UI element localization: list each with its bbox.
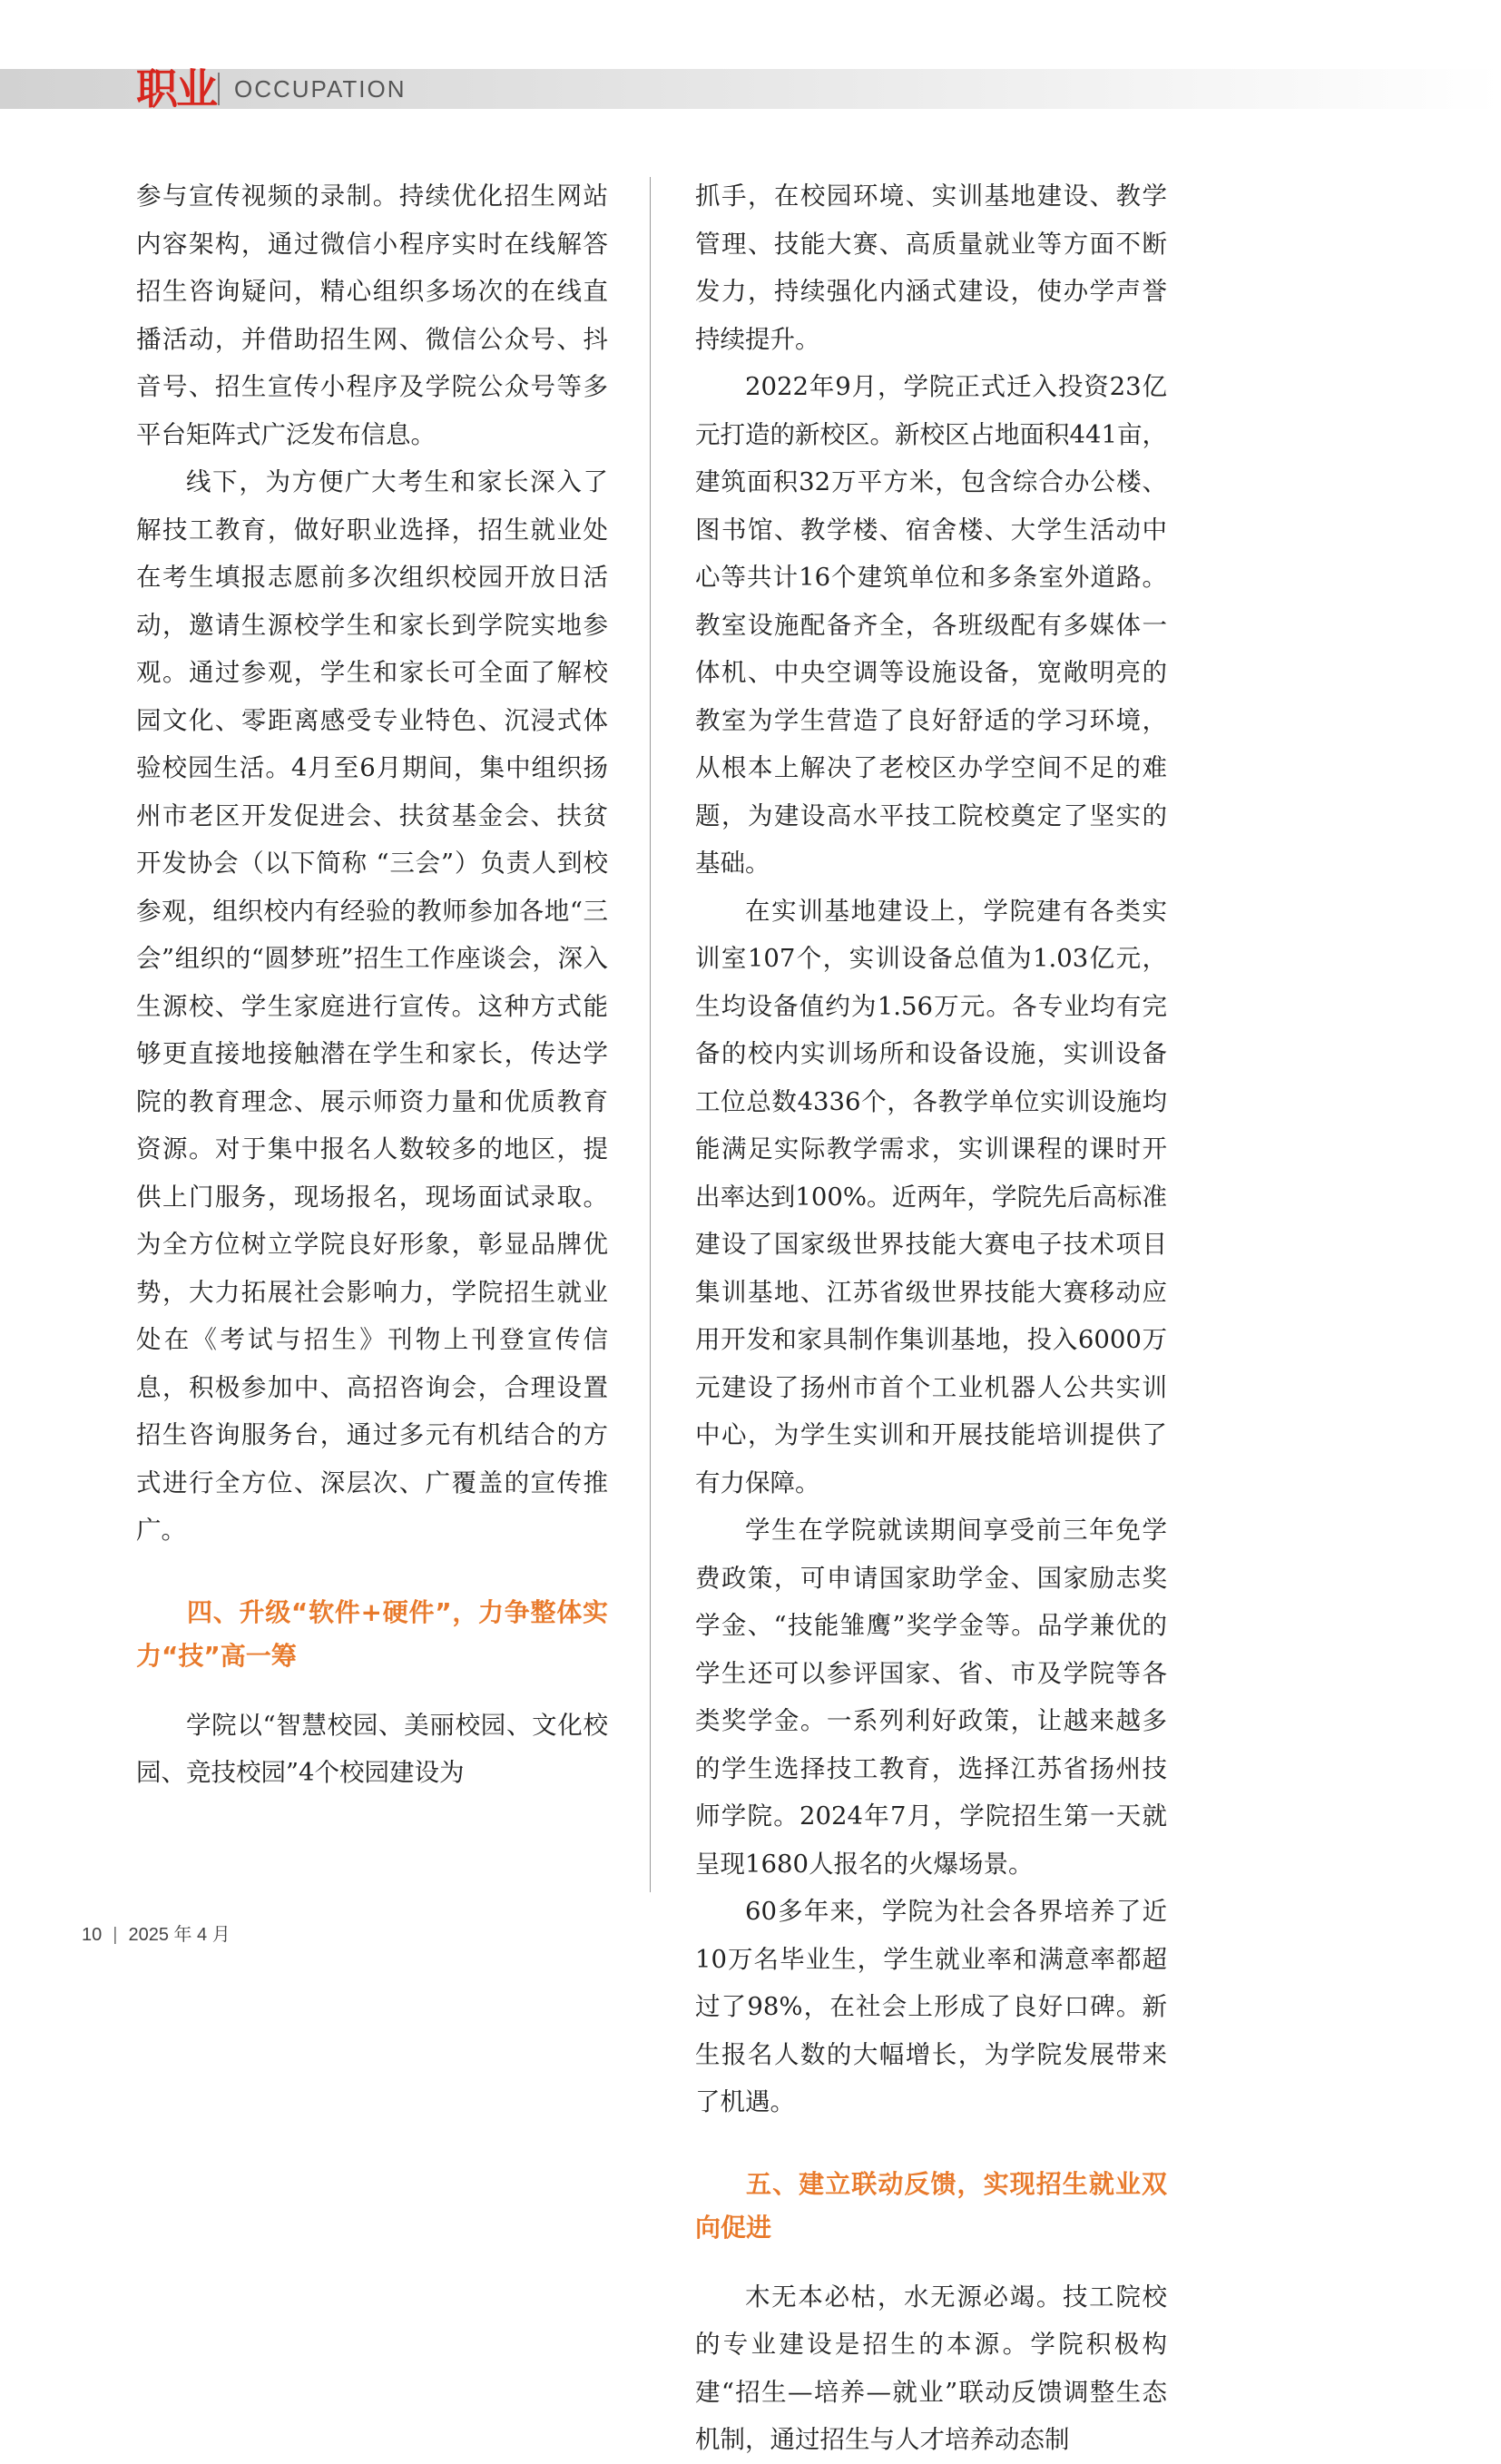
issue-date: 2025 年 4 月 [128, 1925, 231, 1945]
section-heading-5: 五、建立联动反馈，实现招生就业双向促进 [695, 2168, 1167, 2243]
footer-separator: | [113, 1925, 118, 1945]
page-footer [82, 1921, 231, 1949]
section-label: OCCUPATION [234, 75, 407, 103]
section-heading-4: 四、升级“软件+硬件”，力争整体实力“技”高一筹 [136, 1596, 608, 1671]
magazine-logo: 职业 [136, 64, 216, 113]
header-band [0, 69, 1501, 109]
page-number: 10 [82, 1925, 103, 1945]
right-paragraph-1: 抓手，在校园环境、实训基地建设、教学管理、技能大赛、高质量就业等方面不断发力，持续强化内涵式建设，使办学声誉持续提升。 [695, 182, 1167, 354]
left-column [136, 172, 608, 1797]
right-paragraph-5: 60多年来，学院为社会各界培养了近10万名毕业生，学生就业率和满意率都超过了98%，在社会上形成了良好口碑。新生报名人数的大幅增长，为学院发展带来了机遇。 [695, 1897, 1167, 2116]
right-paragraph-2: 2022年9月，学院正式迁入投资23亿元打造的新校区。新校区占地面积441亩，建筑面积32万平方米，包含综合办公楼、图书馆、教学楼、宿舍楼、大学生活动中心等共计16个建筑单位和多条室外道路。教室设施配备齐全，各班级配有多媒体一体机、中央空调等设施设备，宽敞明亮的教室为学生营造了良好舒适的学习环境，从根本上解决了老校区办学空间不足的难题，为建设高水平技工院校奠定了坚实的基础。 [695, 372, 1167, 878]
left-paragraph-closing: 学院以“智慧校园、美丽校园、文化校园、竞技校园”4个校园建设为 [136, 1710, 608, 1787]
left-paragraph-2: 线下，为方便广大考生和家长深入了解技工教育，做好职业选择，招生就业处在考生填报志愿前多次组织校园开放日活动，邀请生源校学生和家长到学院实地参观。通过参观，学生和家长可全面了解校园文化、零距离感受专业特色、沉浸式体验校园生活。4月至6月期间，集中组织扬州市老区开发促进会、扶贫基金会、扶贫开发协会（以下简称 “三会”）负责人到校参观，组织校内有经验的教师参加各地“三会”组织的“圆梦班”招生工作座谈会，深入生源校、学生家庭进行宣传。这种方式能够更直接地接触潜在学生和家长，传达学院的教育理念、展示师资力量和优质教育资源。对于集中报名人数较多的地区，提供上门服务，现场报名，现场面试录取。为全方位树立学院良好形象，彰显品牌优势，大力拓展社会影响力，学院招生就业处在《考试与招生》刊物上刊登宣传信息，积极参加中、高招咨询会，合理设置招生咨询服务台，通过多元有机结合的方式进行全方位、深层次、广覆盖的宣传推广。 [136, 467, 608, 1545]
right-paragraph-3: 在实训基地建设上，学院建有各类实训室107个，实训设备总值为1.03亿元，生均设备值约为1.56万元。各专业均有完备的校内实训场所和设备设施，实训设备工位总数4336个，各教学单位实训设施均能满足实际教学需求，实训课程的课时开出率达到100%。近两年，学院先后高标准建设了国家级世界技能大赛电子技术项目集训基地、江苏省级世界技能大赛移动应用开发和家具制作集训基地，投入6000万元建设了扬州市首个工业机器人公共实训中心，为学生实训和开展技能培训提供了有力保障。 [695, 896, 1167, 1497]
header-separator [218, 73, 220, 105]
right-column [695, 172, 1167, 2464]
right-paragraph-4: 学生在学院就读期间享受前三年免学费政策，可申请国家助学金、国家励志奖学金、“技能雏鹰”奖学金等。品学兼优的学生还可以参评国家、省、市及学院等各类奖学金。一系列利好政策，让越来越多的学生选择技工教育，选择江苏省扬州技师学院。2024年7月，学院招生第一天就呈现1680人报名的火爆场景。 [695, 1516, 1167, 1879]
right-paragraph-closing: 木无本必枯，水无源必竭。技工院校的专业建设是招生的本源。学院积极构建“招生—培养—就业”联动反馈调整生态机制，通过招生与人才培养动态制 [695, 2282, 1167, 2454]
left-paragraph-1: 参与宣传视频的录制。持续优化招生网站内容架构，通过微信小程序实时在线解答招生咨询疑问，精心组织多场次的在线直播活动，并借助招生网、微信公众号、抖音号、招生宣传小程序及学院公众号等多平台矩阵式广泛发布信息。 [136, 182, 608, 449]
column-divider [650, 177, 651, 1892]
